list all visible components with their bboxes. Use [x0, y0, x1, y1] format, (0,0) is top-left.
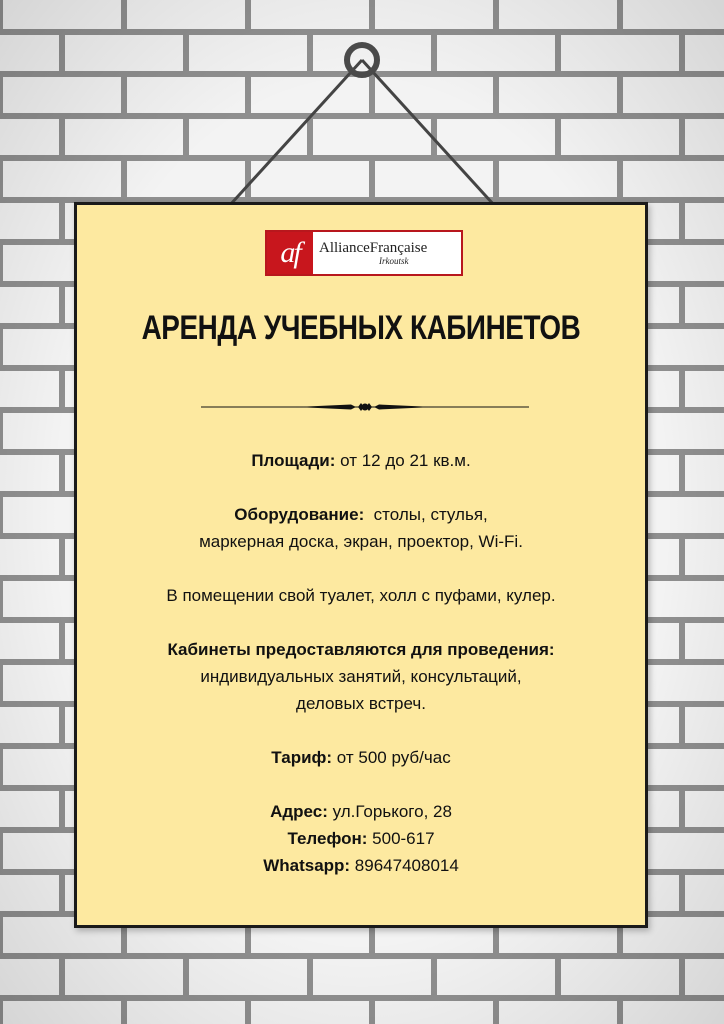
phone-line: Телефон: 500-617 — [287, 829, 435, 848]
logo-name: AllianceFrançaise — [319, 239, 428, 256]
alliance-francaise-logo — [265, 230, 463, 276]
equipment-line: Оборудование: столы, стулья, — [234, 505, 488, 524]
address-line: Адрес: ул.Горького, 28 — [270, 802, 452, 821]
tariff-line: Тариф: от 500 руб/час — [271, 748, 451, 767]
ornament-divider-icon — [201, 401, 529, 413]
details-block — [77, 447, 645, 879]
equipment-line-2: маркерная доска, экран, проектор, Wi-Fi. — [199, 532, 523, 551]
poster — [74, 202, 648, 928]
whatsapp-line: Whatsapp: 89647408014 — [263, 856, 459, 875]
purpose-line-1: индивидуальных занятий, консультаций, — [200, 667, 522, 686]
area-line: Площади: от 12 до 21 кв.м. — [251, 451, 471, 470]
purpose-heading: Кабинеты предоставляются для проведения: — [167, 640, 555, 659]
logo-mark: af — [267, 232, 313, 274]
purpose-line-2: деловых встреч. — [296, 694, 426, 713]
page-title: АРЕНДА УЧЕБНЫХ КАБИНЕТОВ — [141, 309, 581, 347]
logo-city: Irkoutsk — [379, 255, 409, 266]
amenities-line: В помещении свой туалет, холл с пуфами, кулер. — [166, 586, 556, 605]
